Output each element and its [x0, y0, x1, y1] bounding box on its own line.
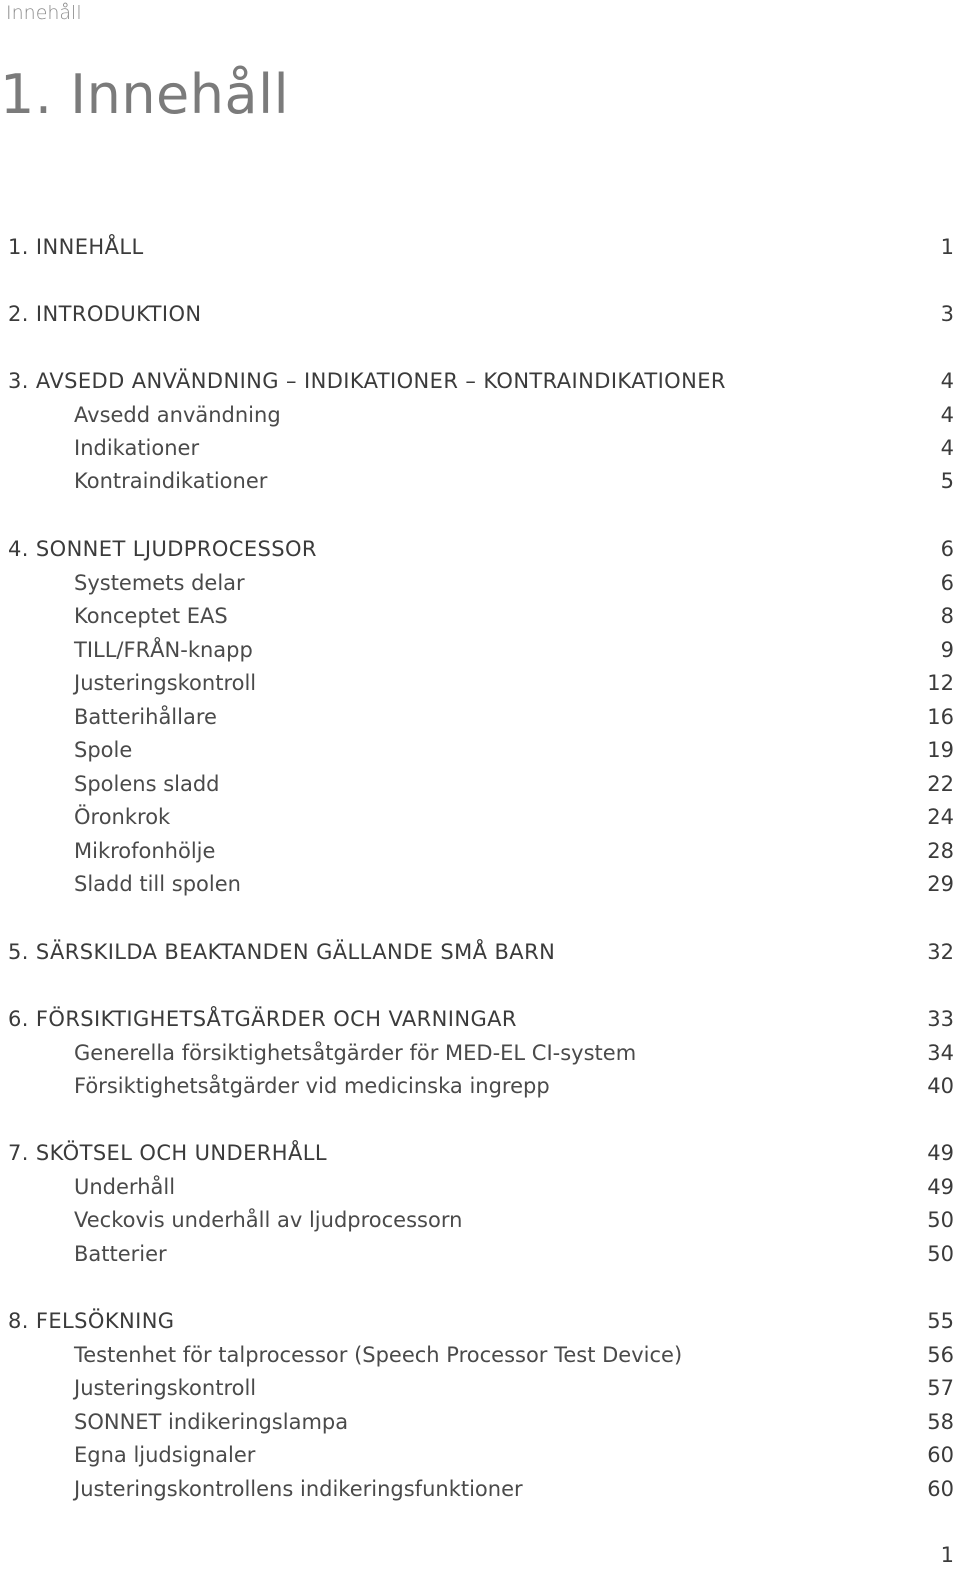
toc-entry-page: 1 [940, 235, 954, 259]
toc-subentry-oronkrok[interactable] [0, 802, 960, 832]
toc-entry-label: 5. SÄRSKILDA BEAKTANDEN GÄLLANDE SMÅ BARN [8, 940, 556, 964]
page-title: 1. Innehåll [0, 63, 290, 126]
toc-subentry-page: 8 [940, 604, 954, 628]
toc-entry-label: 8. FELSÖKNING [8, 1309, 175, 1333]
toc-entry-forsiktighetsatgarder[interactable] [0, 1004, 960, 1034]
toc-subentry-till-fran-knapp[interactable] [0, 635, 960, 665]
toc-subentry-spolens-sladd[interactable] [0, 769, 960, 799]
toc-subentry-label: Försiktighetsåtgärder vid medicinska ingrepp [74, 1074, 550, 1098]
toc-subentry-kontraindikationer[interactable] [0, 466, 960, 496]
toc-subentry-label: Batterihållare [74, 705, 217, 729]
toc-entry-label: 4. SONNET LJUDPROCESSOR [8, 537, 317, 561]
toc-subentry-generella-forsiktighetsatgarder[interactable] [0, 1038, 960, 1068]
toc-entry-page: 55 [927, 1309, 954, 1333]
toc-subentry-egna-ljudsignaler[interactable] [0, 1440, 960, 1470]
toc-subentry-page: 4 [940, 403, 954, 427]
toc-subentry-medicinska-ingrepp[interactable] [0, 1071, 960, 1101]
toc-entry-avsedd-anvandning-section[interactable] [0, 366, 960, 396]
toc-subentry-page: 40 [927, 1074, 954, 1098]
toc-subentry-label: Testenhet för talprocessor (Speech Processor Test Device) [74, 1343, 683, 1367]
toc-subentry-label: Justeringskontroll [74, 1376, 257, 1400]
toc-subentry-justeringskontroll[interactable] [0, 668, 960, 698]
toc-subentry-page: 60 [927, 1477, 954, 1501]
toc-entry-innehall[interactable] [0, 232, 960, 262]
toc-subentry-label: Justeringskontrollens indikeringsfunktioner [74, 1477, 523, 1501]
toc-subentry-label: Spole [74, 738, 133, 762]
toc-subentry-page: 24 [927, 805, 954, 829]
toc-entry-sonnet-ljudprocessor[interactable] [0, 534, 960, 564]
toc-subentry-page: 29 [927, 872, 954, 896]
toc-subentry-page: 16 [927, 705, 954, 729]
toc-subentry-label: Avsedd användning [74, 403, 281, 427]
toc-subentry-label: SONNET indikeringslampa [74, 1410, 349, 1434]
toc-subentry-page: 12 [927, 671, 954, 695]
toc-subentry-page: 28 [927, 839, 954, 863]
toc-entry-label: 2. INTRODUKTION [8, 302, 202, 326]
toc-subentry-label: Konceptet EAS [74, 604, 228, 628]
toc-subentry-label: Mikrofonhölje [74, 839, 216, 863]
toc-entry-page: 32 [927, 940, 954, 964]
toc-subentry-batterier[interactable] [0, 1239, 960, 1269]
toc-subentry-label: TILL/FRÅN-knapp [74, 638, 253, 662]
toc-subentry-label: Egna ljudsignaler [74, 1443, 256, 1467]
toc-subentry-justeringskontroll-felsokning[interactable] [0, 1373, 960, 1403]
toc-entry-page: 4 [940, 369, 954, 393]
toc-subentry-page: 58 [927, 1410, 954, 1434]
toc-subentry-label: Kontraindikationer [74, 469, 268, 493]
toc-entry-label: 7. SKÖTSEL OCH UNDERHÅLL [8, 1141, 327, 1165]
toc-subentry-label: Systemets delar [74, 571, 245, 595]
toc-entry-label: 6. FÖRSIKTIGHETSÅTGÄRDER OCH VARNINGAR [8, 1007, 517, 1031]
toc-subentry-page: 50 [927, 1242, 954, 1266]
toc-subentry-konceptet-eas[interactable] [0, 601, 960, 631]
toc-subentry-page: 9 [940, 638, 954, 662]
toc-subentry-page: 57 [927, 1376, 954, 1400]
toc-entry-page: 33 [927, 1007, 954, 1031]
toc-subentry-page: 49 [927, 1175, 954, 1199]
toc-subentry-label: Sladd till spolen [74, 872, 241, 896]
toc-entry-page: 6 [940, 537, 954, 561]
toc-entry-page: 49 [927, 1141, 954, 1165]
toc-subentry-label: Justeringskontroll [74, 671, 257, 695]
toc-subentry-page: 5 [940, 469, 954, 493]
toc-subentry-mikrofonholje[interactable] [0, 836, 960, 866]
toc-subentry-label: Underhåll [74, 1175, 176, 1199]
toc-entry-sma-barn[interactable] [0, 937, 960, 967]
toc-subentry-indikationer[interactable] [0, 433, 960, 463]
toc-entry-page: 3 [940, 302, 954, 326]
toc-subentry-label: Batterier [74, 1242, 167, 1266]
toc-subentry-spole[interactable] [0, 735, 960, 765]
toc-subentry-indikeringsfunktioner[interactable] [0, 1474, 960, 1504]
toc-subentry-sladd-till-spolen[interactable] [0, 869, 960, 899]
toc-subentry-page: 6 [940, 571, 954, 595]
toc-subentry-testenhet-for-talprocessor[interactable] [0, 1340, 960, 1370]
toc-subentry-page: 56 [927, 1343, 954, 1367]
toc-subentry-page: 19 [927, 738, 954, 762]
toc-subentry-sonnet-indikeringslampa[interactable] [0, 1407, 960, 1437]
toc-subentry-systemets-delar[interactable] [0, 568, 960, 598]
toc-subentry-label: Veckovis underhåll av ljudprocessorn [74, 1208, 463, 1232]
toc-entry-felsokning[interactable] [0, 1306, 960, 1336]
running-header: Innehåll [6, 2, 82, 24]
toc-subentry-page: 4 [940, 436, 954, 460]
toc-subentry-label: Öronkrok [74, 805, 171, 829]
toc-subentry-underhall[interactable] [0, 1172, 960, 1202]
toc-entry-label: 1. INNEHÅLL [8, 235, 144, 259]
toc-subentry-avsedd-anvandning[interactable] [0, 400, 960, 430]
toc-subentry-veckovis-underhall[interactable] [0, 1205, 960, 1235]
page-number: 1 [940, 1543, 954, 1567]
toc-subentry-label: Spolens sladd [74, 772, 220, 796]
toc-subentry-page: 34 [927, 1041, 954, 1065]
toc-subentry-page: 22 [927, 772, 954, 796]
toc-subentry-batterihallare[interactable] [0, 702, 960, 732]
toc-entry-skotsel-och-underhall[interactable] [0, 1138, 960, 1168]
toc-entry-introduktion[interactable] [0, 299, 960, 329]
toc-entry-label: 3. AVSEDD ANVÄNDNING – INDIKATIONER – KONTRAINDIKATIONER [8, 369, 726, 393]
toc-subentry-label: Indikationer [74, 436, 200, 460]
toc-subentry-page: 50 [927, 1208, 954, 1232]
toc-subentry-label: Generella försiktighetsåtgärder för MED-EL CI-system [74, 1041, 637, 1065]
toc-subentry-page: 60 [927, 1443, 954, 1467]
